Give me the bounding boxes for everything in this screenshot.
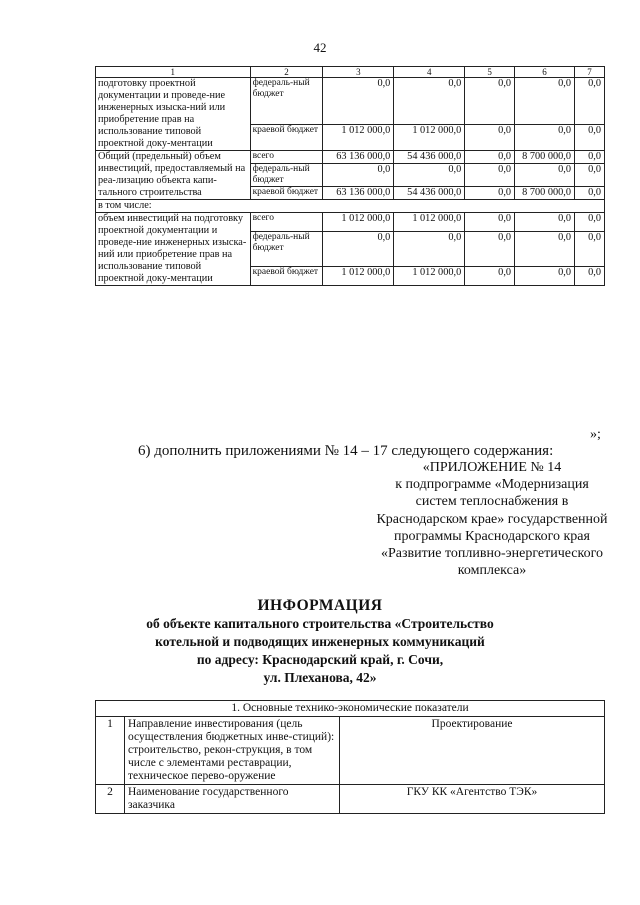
amount-cell: 0,0 xyxy=(323,164,394,187)
amount-cell: 0,0 xyxy=(394,78,465,125)
amount-cell: 0,0 xyxy=(394,232,465,266)
amount-cell: 0,0 xyxy=(465,78,515,125)
amount-cell: 0,0 xyxy=(394,164,465,187)
amount-cell: 1 012 000,0 xyxy=(394,124,465,150)
column-header: 1 xyxy=(96,67,251,78)
amount-cell: 0,0 xyxy=(323,232,394,266)
row-label-full: в том числе: xyxy=(96,200,605,213)
row-label: объем инвестиций на подготовку проектной документации и проведе-ние инженерных изыска-ний или приобретение прав на использование типовой проектной доку-ментации xyxy=(96,213,251,286)
appendix-line: «Развитие топливно-энергетического xyxy=(380,546,604,562)
amount-cell: 0,0 xyxy=(465,124,515,150)
funding-source: всего xyxy=(250,151,323,164)
amount-cell: 0,0 xyxy=(515,124,575,150)
funding-source: федераль-ный бюджет xyxy=(250,164,323,187)
amount-cell: 1 012 000,0 xyxy=(394,266,465,285)
amount-cell: 0,0 xyxy=(515,266,575,285)
amount-cell: 63 136 000,0 xyxy=(323,187,394,200)
amount-cell: 54 436 000,0 xyxy=(394,151,465,164)
amount-cell: 1 012 000,0 xyxy=(323,124,394,150)
row-value: Проектирование xyxy=(340,717,605,785)
column-header: 3 xyxy=(323,67,394,78)
page-number: 42 xyxy=(313,40,327,55)
appendix-line: программы Краснодарского края xyxy=(394,528,590,544)
row-value: ГКУ КК «Агентство ТЭК» xyxy=(340,785,605,814)
appendix-line: к подпрограмме «Модернизация xyxy=(395,477,589,493)
amount-cell: 0,0 xyxy=(575,164,605,187)
table-row xyxy=(96,151,605,164)
amount-cell: 1 012 000,0 xyxy=(323,213,394,232)
appendix-line: Краснодарском крае» государственной xyxy=(376,511,608,527)
amount-cell: 1 012 000,0 xyxy=(394,213,465,232)
indicators-table xyxy=(95,700,605,814)
row-label: Направление инвестирования (цель осуществления бюджетных инве-стиций): строительство, рекон-струкция, в том числе с элементами реставрации, техническое перево-оружение xyxy=(125,717,340,785)
amount-cell: 0,0 xyxy=(575,213,605,232)
amount-cell: 0,0 xyxy=(465,151,515,164)
column-header: 6 xyxy=(515,67,575,78)
amount-cell: 63 136 000,0 xyxy=(323,151,394,164)
amount-cell: 0,0 xyxy=(465,266,515,285)
info-block xyxy=(130,597,510,687)
funding-source: федераль-ный бюджет xyxy=(250,232,323,266)
amount-cell: 0,0 xyxy=(575,151,605,164)
amount-cell: 0,0 xyxy=(515,78,575,125)
row-label: Наименование государственного заказчика xyxy=(125,785,340,814)
table-row xyxy=(96,200,605,213)
amount-cell: 0,0 xyxy=(575,232,605,266)
appendix-line: комплекса» xyxy=(457,563,527,579)
info-line: ул. Плеханова, 42» xyxy=(263,670,377,685)
amount-cell: 8 700 000,0 xyxy=(515,151,575,164)
info-line: котельной и подводящих инженерных коммуникаций xyxy=(155,634,485,649)
amount-cell: 0,0 xyxy=(465,187,515,200)
section-title: 1. Основные технико-экономические показатели xyxy=(96,701,605,717)
amount-cell: 0,0 xyxy=(465,232,515,266)
table-row xyxy=(96,785,605,814)
amount-cell: 0,0 xyxy=(465,164,515,187)
table-row xyxy=(96,213,605,232)
funding-source: федераль-ный бюджет xyxy=(250,78,323,125)
amount-cell: 0,0 xyxy=(515,232,575,266)
row-label: Общий (предельный) объем инвестиций, предоставляемый на реа-лизацию объекта капи-тального строительства xyxy=(96,151,251,200)
amount-cell: 0,0 xyxy=(323,78,394,125)
amount-cell: 0,0 xyxy=(575,124,605,150)
table-row xyxy=(96,78,605,125)
table-header-row xyxy=(96,67,605,78)
funding-source: краевой бюджет xyxy=(250,124,323,150)
column-header: 2 xyxy=(250,67,323,78)
appendix-heading xyxy=(352,459,632,579)
row-label: подготовку проектной документации и проведе-ние инженерных изыска-ний или приобретение прав на использование типовой проектной доку-ментации xyxy=(96,78,251,151)
column-header: 7 xyxy=(575,67,605,78)
row-number: 1 xyxy=(96,717,125,785)
amendment-paragraph: 6) дополнить приложениями № 14 – 17 следующего содержания: xyxy=(138,443,554,459)
amount-cell: 0,0 xyxy=(515,213,575,232)
info-line: об объекте капитального строительства «Строительство xyxy=(146,616,494,631)
amount-cell: 0,0 xyxy=(515,164,575,187)
amount-cell: 0,0 xyxy=(465,213,515,232)
amount-cell: 0,0 xyxy=(575,78,605,125)
info-heading: ИНФОРМАЦИЯ xyxy=(257,597,383,614)
amount-cell: 54 436 000,0 xyxy=(394,187,465,200)
table-row xyxy=(96,717,605,785)
appendix-line: систем теплоснабжения в xyxy=(415,494,569,510)
column-header: 4 xyxy=(394,67,465,78)
amount-cell: 0,0 xyxy=(575,266,605,285)
appendix-title: «ПРИЛОЖЕНИЕ № 14 xyxy=(422,460,562,475)
investment-table xyxy=(95,66,605,286)
amount-cell: 1 012 000,0 xyxy=(323,266,394,285)
closing-quote: »; xyxy=(590,427,601,442)
info-line: по адресу: Краснодарский край, г. Сочи, xyxy=(196,652,444,667)
amount-cell: 8 700 000,0 xyxy=(515,187,575,200)
row-number: 2 xyxy=(96,785,125,814)
funding-source: всего xyxy=(250,213,323,232)
funding-source: краевой бюджет xyxy=(250,266,323,285)
amount-cell: 0,0 xyxy=(575,187,605,200)
funding-source: краевой бюджет xyxy=(250,187,323,200)
column-header: 5 xyxy=(465,67,515,78)
